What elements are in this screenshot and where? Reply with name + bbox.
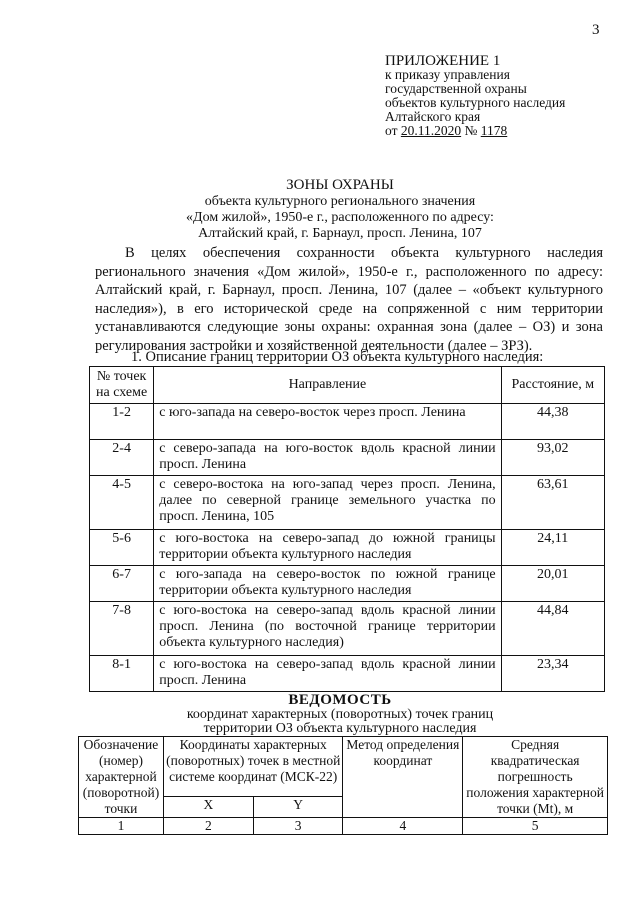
- appendix-line: Алтайского края: [385, 109, 481, 124]
- appendix-line: объектов культурного наследия: [385, 95, 566, 110]
- order-date: 20.11.2020: [400, 123, 462, 138]
- date-prefix: от: [385, 123, 401, 138]
- header-y: Y: [253, 797, 343, 818]
- number-prefix: №: [461, 123, 481, 138]
- table-row: [90, 404, 605, 440]
- order-number: 1178: [480, 123, 508, 138]
- cell-points: 6-7: [90, 566, 154, 602]
- header-x: X: [163, 797, 253, 818]
- header-points: № точек на схеме: [90, 367, 154, 404]
- header-distance: Расстояние, м: [501, 367, 604, 404]
- intro-paragraph: В целях обеспечения сохранности объекта культурного наследия регионального значения «Дом жилой», 1950-е г., расположенного по адресу: Алтайский край, г. Барнаул, просп. Ленина, 107 (далее – «объект культурного наследия»), в его исторической среде на сопряженной с ним территории устанавливаются следующие зоны охраны: охранная зона (далее – ОЗ) и зона регулирования застройки и хозяйственной деятельности (далее – ЗРЗ).: [95, 245, 603, 354]
- column-number: 4: [343, 818, 463, 835]
- cell-direction: с юго-запада на северо-восток по южной границе территории объекта культурного наследия: [154, 566, 501, 602]
- appendix-line: к приказу управления: [385, 67, 510, 82]
- boundary-table: [89, 366, 605, 692]
- header-error: Средняя квадратическая погрешность положения характерной точки (Mt), м: [463, 737, 608, 818]
- cell-distance: 44,38: [501, 404, 604, 440]
- header-method: Метод определения координат: [343, 737, 463, 818]
- zones-subtitle: [90, 194, 590, 242]
- appendix-date-line: [385, 124, 565, 138]
- header-point-id: Обозначение (номер) характерной (поворотной) точки: [79, 737, 164, 818]
- table-header-row: [90, 367, 605, 404]
- column-number: 5: [463, 818, 608, 835]
- subtitle-line: Алтайский край, г. Барнаул, просп. Ленина, 107: [198, 226, 482, 241]
- column-number: 2: [163, 818, 253, 835]
- coordinates-table: [78, 736, 608, 835]
- table-row: [90, 602, 605, 656]
- appendix-line: государственной охраны: [385, 81, 527, 96]
- cell-distance: 23,34: [501, 656, 604, 692]
- subtitle-line: объекта культурного регионального значения: [204, 194, 476, 209]
- cell-points: 8-1: [90, 656, 154, 692]
- zones-title: ЗОНЫ ОХРАНЫ: [286, 177, 394, 193]
- cell-distance: 24,11: [501, 530, 604, 566]
- table-row: [90, 440, 605, 476]
- column-number: 1: [79, 818, 164, 835]
- cell-direction: с юго-востока на северо-запад до южной границы территории объекта культурного наследия: [154, 530, 501, 566]
- vedomost-title: ВЕДОМОСТЬ: [288, 692, 392, 708]
- cell-distance: 44,84: [501, 602, 604, 656]
- header-direction: Направление: [154, 367, 501, 404]
- table-row: [90, 656, 605, 692]
- cell-points: 5-6: [90, 530, 154, 566]
- cell-distance: 93,02: [501, 440, 604, 476]
- cell-direction: с юго-востока на северо-запад вдоль красной линии просп. Ленина (по восточной границе территории объекта культурного наследия): [154, 602, 501, 656]
- cell-distance: 63,61: [501, 476, 604, 530]
- appendix-title: ПРИЛОЖЕНИЕ 1: [385, 53, 501, 69]
- table-header-row: [79, 737, 608, 797]
- table-row: [90, 530, 605, 566]
- subtitle-line: территории ОЗ объекта культурного наследия: [203, 721, 477, 736]
- vedomost-subtitle: [90, 708, 590, 736]
- cell-points: 4-5: [90, 476, 154, 530]
- cell-direction: с северо-востока на юго-запад через просп. Ленина, далее по северной границе земельного участка по просп. Ленина, 105: [154, 476, 501, 530]
- cell-direction: с юго-запада на северо-восток через просп. Ленина: [154, 404, 501, 440]
- cell-direction: с юго-востока на северо-запад вдоль красной линии просп. Ленина: [154, 656, 501, 692]
- table-row: [90, 566, 605, 602]
- subtitle-line: «Дом жилой», 1950-е г., расположенного по адресу:: [186, 210, 494, 225]
- cell-points: 1-2: [90, 404, 154, 440]
- column-number: 3: [253, 818, 343, 835]
- section-1-title: 1. Описание границ территории ОЗ объекта культурного наследия:: [131, 349, 544, 365]
- cell-direction: с северо-запада на юго-восток вдоль красной линии просп. Ленина: [154, 440, 501, 476]
- cell-points: 7-8: [90, 602, 154, 656]
- page-number: 3: [592, 22, 600, 38]
- subtitle-line: координат характерных (поворотных) точек границ: [186, 707, 494, 722]
- cell-distance: 20,01: [501, 566, 604, 602]
- table-row: [90, 476, 605, 530]
- cell-points: 2-4: [90, 440, 154, 476]
- table-number-row: [79, 818, 608, 835]
- appendix-block: [385, 54, 565, 138]
- header-coordinates: Координаты характерных (поворотных) точек в местной системе координат (МСК-22): [163, 737, 343, 797]
